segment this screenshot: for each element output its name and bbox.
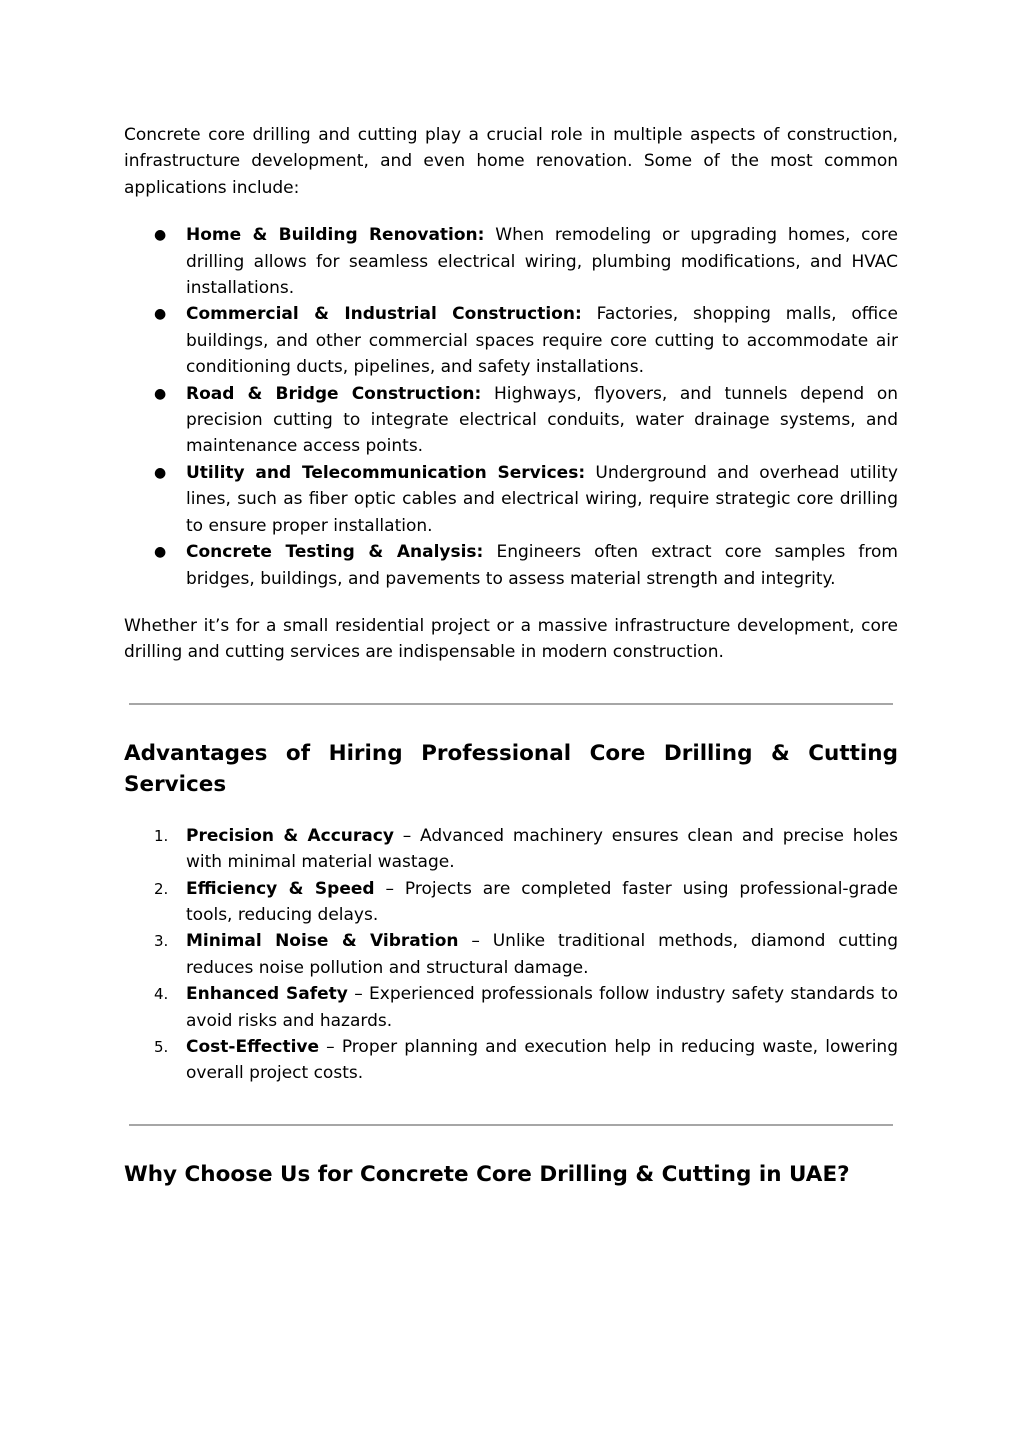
- item-title: Road & Bridge Construction:: [186, 383, 482, 404]
- list-item: [124, 876, 898, 929]
- item-title: Efficiency & Speed: [186, 878, 375, 899]
- bullet-icon: ●: [154, 544, 167, 561]
- item-text: – Proper planning and execution help in reducing waste, lowering overall project costs.: [186, 1036, 898, 1084]
- why-choose-us-heading: Why Choose Us for Concrete Core Drilling & Cutting in UAE?: [124, 1161, 850, 1187]
- applications-list: [124, 222, 898, 592]
- item-text: Engineers often extract core samples from bridges, buildings, and pavements to assess material strength and integrity.: [186, 542, 898, 589]
- bullet-icon: ●: [154, 385, 167, 402]
- advantages-list: [124, 823, 898, 1087]
- item-title: Utility and Telecommunication Services:: [186, 462, 586, 483]
- bullet-icon: ●: [154, 464, 167, 481]
- item-title: Concrete Testing & Analysis:: [186, 542, 484, 563]
- item-number: 5.: [154, 1037, 169, 1056]
- item-number: 3.: [154, 932, 169, 951]
- closing-paragraph: Whether it’s for a small residential project or a massive infrastructure development, core drilling and cutting services are indispensable in modern construction.: [124, 615, 898, 663]
- list-item: [124, 460, 898, 539]
- item-text: – Experienced professionals follow industry safety standards to avoid risks and hazards.: [186, 984, 899, 1031]
- item-text: Highways, flyovers, and tunnels depend on precision cutting to integrate electrical conduits, water drainage systems, and maintenance access points.: [186, 383, 898, 457]
- section-divider: [129, 703, 893, 705]
- bullet-icon: ●: [154, 227, 167, 244]
- advantages-heading: Advantages of Hiring Professional Core Drilling & Cutting Services: [124, 740, 898, 798]
- item-text: – Projects are completed faster using professional-grade tools, reducing delays.: [186, 878, 898, 925]
- list-item: [124, 539, 898, 592]
- list-item: [124, 222, 898, 301]
- document-page: [124, 122, 898, 1190]
- section-divider: [129, 1124, 893, 1126]
- item-number: 1.: [154, 826, 169, 845]
- item-title: Minimal Noise & Vibration: [186, 931, 459, 952]
- item-title: Cost-Effective: [186, 1036, 320, 1057]
- item-text: Underground and overhead utility lines, such as fiber optic cables and electrical wiring, require strategic core drilling to ensure proper installation.: [186, 462, 898, 536]
- bullet-icon: ●: [154, 306, 167, 323]
- item-text: – Unlike traditional methods, diamond cutting reduces noise pollution and structural damage.: [186, 931, 898, 978]
- item-title: Precision & Accuracy: [186, 825, 394, 846]
- item-text: When remodeling or upgrading homes, core drilling allows for seamless electrical wiring, plumbing modifications, and HVAC installations.: [186, 225, 898, 299]
- item-title: Commercial & Industrial Construction:: [186, 304, 582, 325]
- list-item: [124, 928, 898, 981]
- item-text: – Advanced machinery ensures clean and precise holes with minimal material wastage.: [186, 825, 898, 873]
- intro-paragraph: Concrete core drilling and cutting play a crucial role in multiple aspects of construction, infrastructure development, and even home renovation. Some of the most common applications include:: [124, 125, 898, 198]
- list-item: [124, 981, 898, 1034]
- item-title: Home & Building Renovation:: [186, 225, 485, 246]
- list-item: [124, 1034, 898, 1087]
- item-number: 2.: [154, 879, 169, 898]
- item-text: Factories, shopping malls, office buildings, and other commercial spaces require core cutting to accommodate air conditioning ducts, pipelines, and safety installations.: [186, 304, 898, 378]
- list-item: [124, 823, 898, 876]
- item-number: 4.: [154, 985, 169, 1004]
- list-item: [124, 381, 898, 460]
- list-item: [124, 301, 898, 380]
- item-title: Enhanced Safety: [186, 984, 348, 1005]
